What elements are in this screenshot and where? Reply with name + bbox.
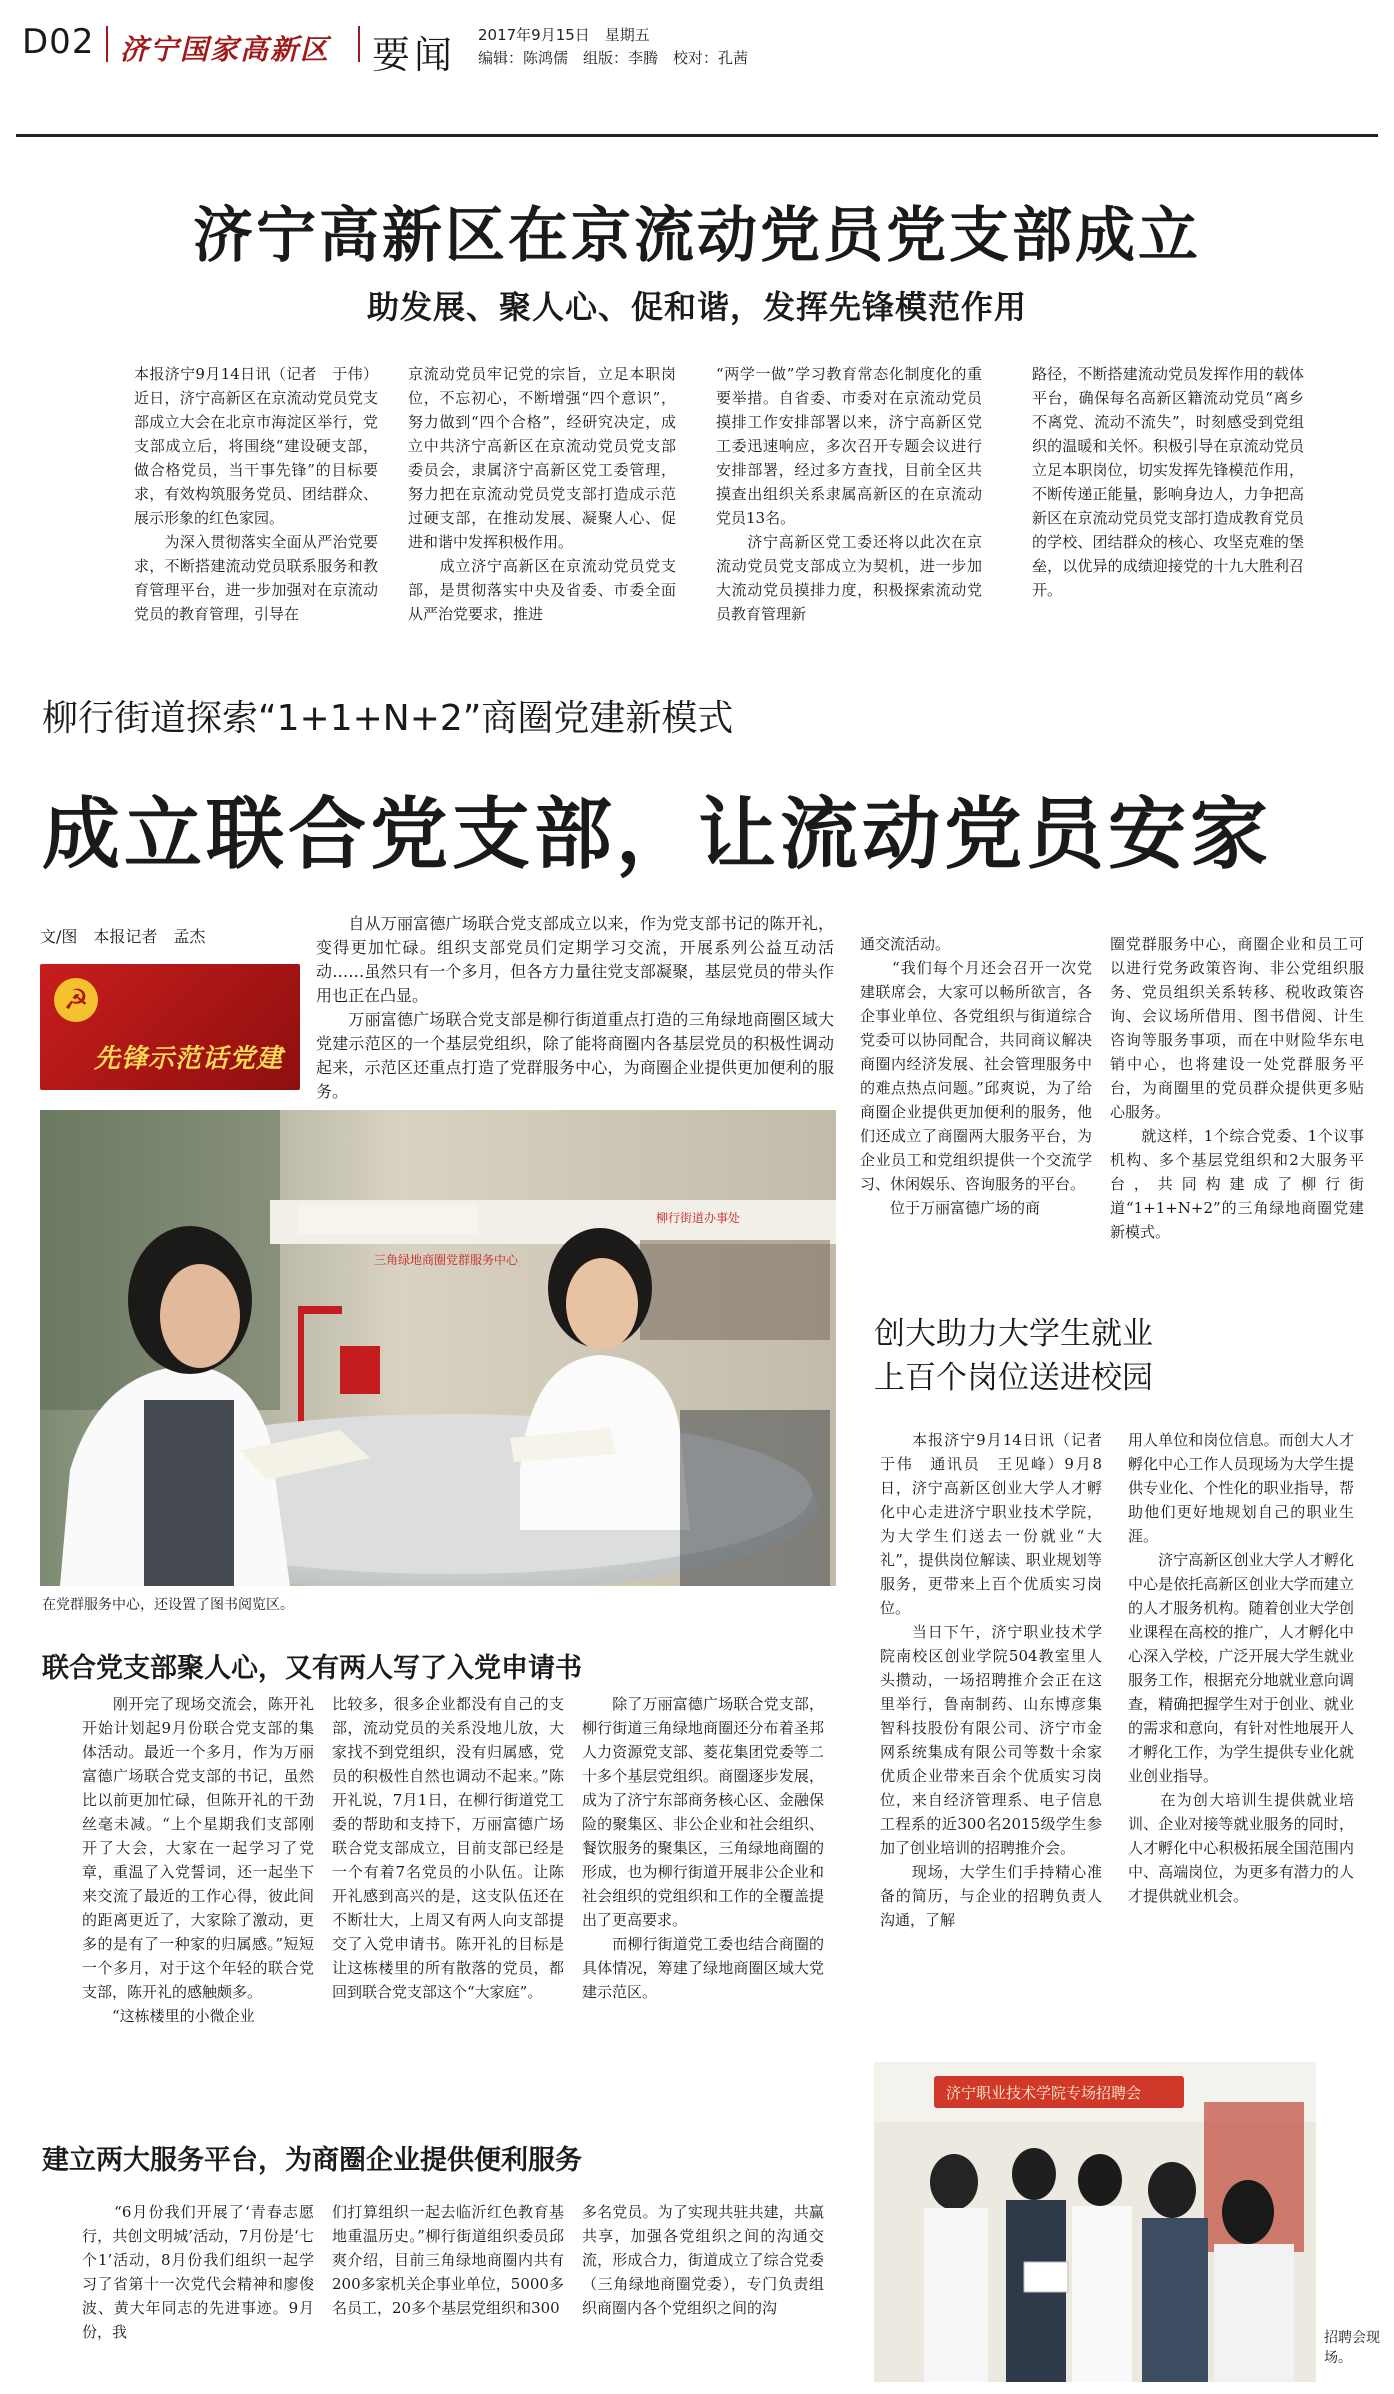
article2-column: 多名党员。为了实现共驻共建，共赢共享，加强各党组织之间的沟通交流，形成合力，街道成立了综合党委（三角绿地商圈党委），专门负责组织商圈内各个党组织之间的沟 xyxy=(582,2203,824,2317)
issue-date: 2017年9月15日 星期五 xyxy=(478,26,650,44)
banner-text: 济宁职业技术学院专场招聘会 xyxy=(946,2084,1142,2102)
article1-column: 路径，不断搭建流动党员发挥作用的载体平台，确保每名高新区籍流动党员“离乡不离党、流动不流失”，时刻感受到党组织的温暖和关怀。积极引导在京流动党员立足本职岗位，切实发挥先锋模范作用，不断传递正能量，影响身边人，力争把高新区在京流动党员党支部打造成教育党员的学校、团结群众的核心、攻坚克难的堡垒，以优异的成绩迎接党的十九大胜利召开。 xyxy=(1032,365,1304,599)
sign-text: 三角绿地商圈党群服务中心 xyxy=(374,1253,519,1267)
article2-column: “6月份我们开展了‘青春志愿行，共创文明城’活动，7月份是‘七个1’活动，8月份我们组织一起学习了省第十一次党代会精神和廖俊波、黄大年同志的先进事迹。9月份，我 xyxy=(82,2203,314,2341)
article1-column: 京流动党员牢记党的宗旨，立足本职岗位，不忘初心，不断增强“四个意识”，努力做到“四个合格”，经研究决定，成立中共济宁高新区在京流动党员党支部委员会，隶属济宁高新区党工委管理，努力把在京流动党员党支部打造成示范过硬支部，在推动发展、凝聚人心、促进和谐中发挥积极作用。 成立济宁高新区在京流动党员党支部，是贯彻落实中央及省委、市委全面从严治党要求，推进 xyxy=(408,365,676,623)
article2-column: 们打算组织一起去临沂红色教育基地重温历史。”柳行街道组织委员邱爽介绍，目前三角绿地商圈内共有200多家机关企事业单位，5000多名员工，20多个基层党组织和300 xyxy=(332,2203,564,2317)
article2-column: 除了万丽富德广场联合党支部，柳行街道三角绿地商圈还分布着圣邦人力资源党支部、菱花集团党委等二十多个基层党组织。商圈逐步发展，成为了济宁东部商务核心区、金融保险的聚集区、非公企业和社会组织、餐饮服务的聚集区，三角绿地商圈的形成，也为柳行街道开展非公企业和社会组织的党组织和工作的全覆盖提出了更高要求。 而柳行街道党工委也结合商圈的具体情况，筹建了绿地商圈区域大党建示范区。 xyxy=(582,1695,824,2001)
article1-subheadline: 助发展、聚人心、促和谐，发挥先锋模范作用 xyxy=(366,288,1027,326)
party-emblem-icon: ☭ xyxy=(54,978,98,1022)
article3-headline-line1: 创大助力大学生就业 xyxy=(874,1316,1153,1352)
article2-headline: 成立联合党支部，让流动党员安家 xyxy=(42,790,1273,880)
article2-kicker: 柳行街道探索“1+1+N+2”商圈党建新模式 xyxy=(42,698,734,739)
page-number: D02 xyxy=(22,22,95,62)
article2-byline: 文/图 本报记者 孟杰 xyxy=(40,927,206,946)
article2-lead: 自从万丽富德广场联合党支部成立以来，作为党支部书记的陈开礼，变得更加忙碌。组织支部党员们定期学习交流，开展系列公益互动活动……虽然只有一个多月，但各方力量往党支部凝聚，基层党员的带头作用也正在凸显。 万丽富德广场联合党支部是柳行街道重点打造的三角绿地商圈区域大党建示范区的一个基层党组织，除了能将商圈内各基层党员的积极性调动起来，示范区还重点打造了党群服务中心，为商圈企业提供更加便利的服务。 xyxy=(316,914,834,1101)
article2-subhead: 联合党支部聚人心，又有两人写了入党申请书 xyxy=(42,1653,582,1684)
header-divider xyxy=(358,26,360,62)
section-name: 要闻 xyxy=(372,33,457,77)
photo-caption: 招聘会现场。 xyxy=(1324,2330,1380,2366)
newspaper-brand: 济宁国家高新区 xyxy=(120,33,331,66)
article1-column: “两学一做”学习教育常态化制度化的重要举措。自省委、市委对在京流动党员摸排工作安排部署以来，济宁高新区党工委迅速响应，多次召开专题会议进行安排部署，经过多方查找，目前全区共摸查出组织关系隶属高新区的在京流动党员13名。 济宁高新区党工委还将以此次在京流动党员党支部成立为契机，进一步加大流动党员摸排力度，积极探索流动党员教育管理新 xyxy=(716,365,982,623)
column-badge-label: 先锋示范话党建 xyxy=(94,1044,284,1074)
article2-subhead: 建立两大服务平台，为商圈企业提供便利服务 xyxy=(42,2145,582,2176)
article2-side-column: 圈党群服务中心，商圈企业和员工可以进行党务政策咨询、非公党组织服务、党员组织关系转移、税收政策咨询、会议场所借用、图书借阅、计生咨询等服务事项，而在中财险华东电销中心，也将建设一处党群服务平台，为商圈里的党员群众提供更多贴心服务。 就这样，1个综合党委、1个议事机构、多个基层党组织和2大服务平台，共同构建成了柳行街道“1+1+N+2”的三角绿地商圈党建新模式。 xyxy=(1110,935,1364,1241)
reading-area-illustration xyxy=(40,1110,836,1586)
reading-area-photo xyxy=(40,1110,836,1586)
article3-column: 本报济宁9月14日讯（记者 于伟 通讯员 王见峰）9月8日，济宁高新区创业大学人才孵化中心走进济宁职业技术学院，为大学生们送去一份就业“大礼”，提供岗位解读、职业规划等服务，更带来上百个优质实习岗位。 当日下午，济宁职业技术学院南校区创业学院504教室里人头攒动，一场招聘推介会正在这里举行，鲁南制药、山东博彦集智科技股份有限公司、济宁市金网系统集成有限公司等数十余家优质企业带来百余个优质实习岗位，来自经济管理系、电子信息工程系的近300名2015级学生参加了创业培训的招聘推介会。 现场，大学生们手持精心准备的简历，与企业的招聘负责人沟通，了解 xyxy=(880,1431,1102,1929)
article2-column: 比较多，很多企业都没有自己的支部，流动党员的关系没地儿放，大家找不到党组织，没有归属感，党员的积极性自然也调动不起来。”陈开礼说，7月1日，在柳行街道党工委的帮助和支持下，万丽富德广场联合党支部成立，目前支部已经是一个有着7名党员的小队伍。让陈开礼感到高兴的是，这支队伍还在不断壮大，上周又有两人向支部提交了入党申请书。陈开礼的目标是让这栋楼里的所有散落的党员，都回到联合党支部这个“大家庭”。 xyxy=(332,1695,564,2001)
article3-headline-line2: 上百个岗位送进校园 xyxy=(874,1360,1153,1396)
article1-headline: 济宁高新区在京流动党员党支部成立 xyxy=(193,201,1201,271)
job-fair-photo xyxy=(874,2062,1316,2382)
sign-text: 柳行街道办事处 xyxy=(656,1211,741,1225)
editors-credits: 编辑：陈鸿儒 组版：李腾 校对：孔茜 xyxy=(478,49,749,67)
article2-column: 刚开完了现场交流会，陈开礼开始计划起9月份联合党支部的集体活动。最近一个多月，作为万丽富德广场联合党支部的书记，虽然比以前更加忙碌，但陈开礼的干劲丝毫未减。“上个星期我们支部刚开了大会，大家在一起学习了党章，重温了入党誓词，还一起坐下来交流了最近的工作心得，彼此间的距离更近了，大家除了激动，更多的是有了一种家的归属感。”短短一个多月，对于这个年轻的联合党支部，陈开礼的感触颇多。 “这栋楼里的小微企业 xyxy=(82,1695,314,2025)
header-divider xyxy=(106,26,108,62)
photo-caption: 在党群服务中心，还设置了图书阅览区。 xyxy=(42,1597,294,1613)
column-badge xyxy=(40,964,300,1090)
job-fair-illustration xyxy=(874,2062,1316,2382)
article3-column: 用人单位和岗位信息。而创大人才孵化中心工作人员现场为大学生提供专业化、个性化的职业指导，帮助他们更好地规划自己的职业生涯。 济宁高新区创业大学人才孵化中心是依托高新区创业大学而建立的人才服务机构。随着创业大学创业课程在高校的推广，人才孵化中心深入学校，广泛开展大学生就业服务工作，根据充分地就业意向调查，精确把握学生对于创业、就业的需求和意向，有针对性地展开人才孵化工作，为学生提供专业化就业创业指导。 在为创大培训生提供就业培训、企业对接等就业服务的同时，人才孵化中心积极拓展全国范围内中、高端岗位，为更多有潜力的人才提供就业机会。 xyxy=(1128,1431,1354,1905)
header-rule xyxy=(16,134,1378,137)
article1-column: 本报济宁9月14日讯（记者 于伟）近日，济宁高新区在京流动党员党支部成立大会在北京市海淀区举行，党支部成立后，将围绕“建设硬支部，做合格党员，当干事先锋”的目标要求，有效构筑服务党员、团结群众、展示形象的红色家园。 为深入贯彻落实全面从严治党要求，不断搭建流动党员联系服务和教育管理平台，进一步加强对在京流动党员的教育管理，引导在 xyxy=(134,365,378,623)
article2-side-column: 通交流活动。 “我们每个月还会召开一次党建联席会，大家可以畅所欲言，各企事业单位、各党组织与街道综合党委可以协同配合，共同商议解决商圈内经济发展、社会管理服务中的难点热点问题。”邱爽说，为了给商圈企业提供更加便利的服务，他们还成立了商圈两大服务平台，为企业员工和党组织提供一个交流学习、休闲娱乐、咨询服务的平台。 位于万丽富德广场的商 xyxy=(860,935,1092,1217)
